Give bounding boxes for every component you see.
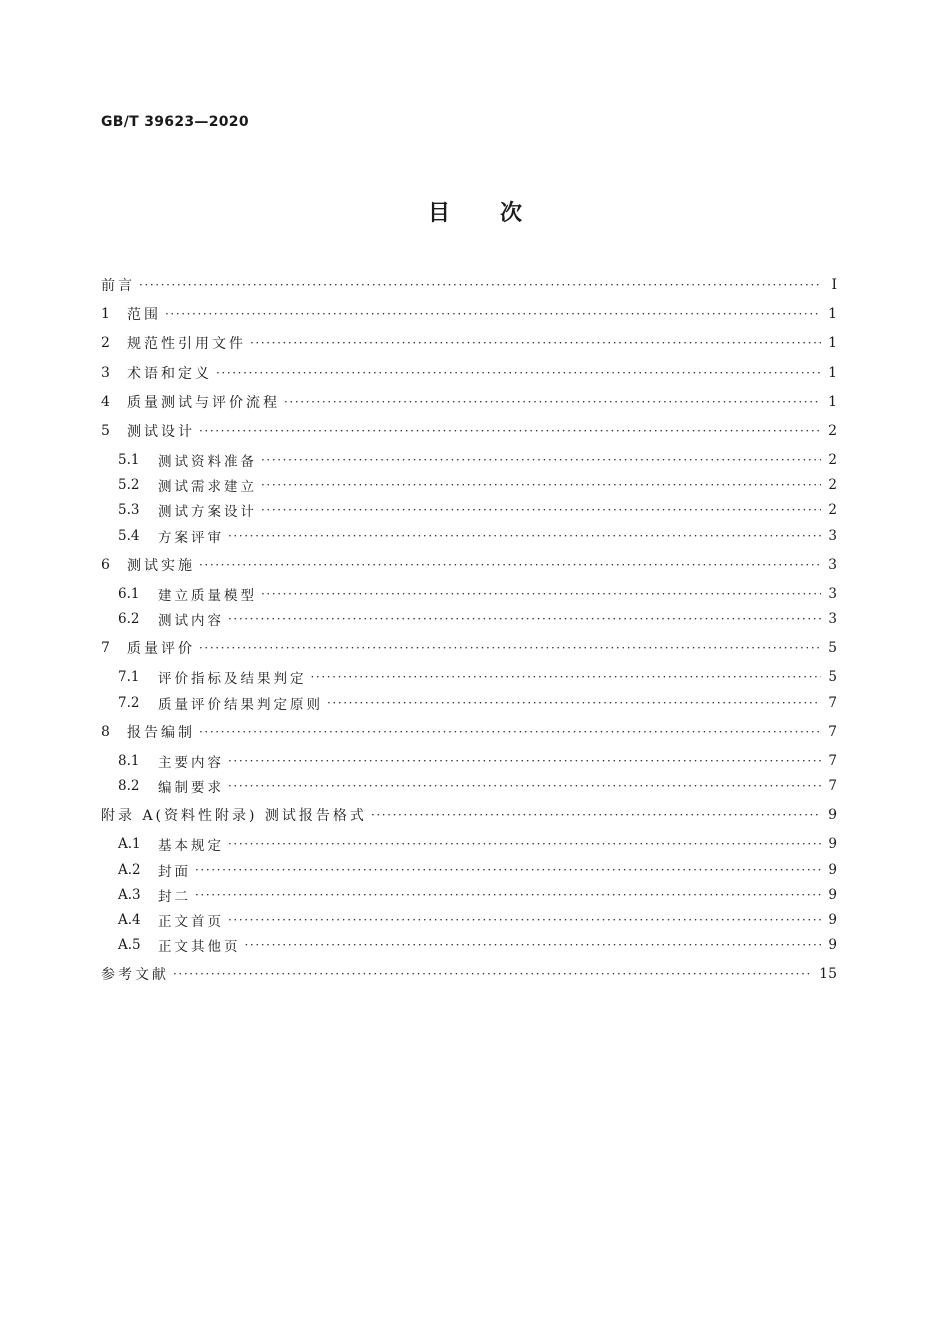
toc-leader-dots	[245, 935, 822, 955]
toc-entry[interactable]	[118, 450, 837, 470]
toc-entry[interactable]	[118, 935, 837, 955]
toc-entry-page: 1	[828, 394, 837, 410]
toc-entry-label: 前言	[101, 278, 135, 294]
toc-entry-page: 15	[819, 966, 837, 982]
toc-entry[interactable]	[118, 475, 837, 495]
toc-entry-label: 报告编制	[127, 725, 195, 741]
toc-leader-dots	[250, 333, 821, 353]
toc-entry-page: 2	[828, 477, 837, 493]
toc-leader-dots	[165, 304, 821, 324]
toc-entry-number: 6.2	[118, 611, 140, 627]
toc-entry-page: 5	[828, 669, 837, 685]
toc-entry-page: 2	[828, 423, 837, 439]
toc-entry-label: 规范性引用文件	[127, 336, 246, 352]
toc-entry-page: 9	[828, 807, 837, 823]
toc-entry-number: 5.1	[118, 452, 140, 468]
toc-entry-number: 8.1	[118, 753, 140, 769]
toc-entry-page: 9	[828, 912, 837, 928]
toc-leader-dots	[199, 421, 821, 441]
toc-leader-dots	[173, 964, 813, 984]
toc-entry-number: 6.1	[118, 586, 140, 602]
toc-leader-dots	[228, 526, 821, 546]
toc-entry-number: 5.4	[118, 528, 140, 544]
toc-entry-number: 8	[101, 724, 110, 740]
toc-entry-label: 测试设计	[127, 424, 195, 440]
toc-entry-number: 3	[101, 365, 110, 381]
toc-entry-number: A.3	[118, 887, 141, 903]
toc-entry[interactable]	[118, 500, 837, 520]
toc-entry[interactable]	[118, 609, 837, 629]
toc-entry-number: 6	[101, 557, 110, 573]
toc-leader-dots	[261, 500, 821, 520]
toc-leader-dots	[371, 805, 821, 825]
toc-leader-dots	[311, 667, 822, 687]
toc-entry[interactable]	[118, 860, 837, 880]
toc-entry[interactable]	[101, 333, 837, 353]
toc-entry[interactable]	[118, 885, 837, 905]
toc-entry[interactable]	[101, 964, 837, 984]
toc-leader-dots	[228, 776, 821, 796]
toc-entry[interactable]	[118, 834, 837, 854]
toc-entry-page: 7	[828, 695, 837, 711]
toc-entry-label: 封二	[158, 889, 191, 905]
toc-entry-label: 术语和定义	[127, 366, 212, 382]
toc-entry-label: 质量评价结果判定原则	[158, 697, 323, 713]
toc-entry-page: 9	[828, 937, 837, 953]
toc-entry-page: 1	[828, 306, 837, 322]
toc-leader-dots	[199, 638, 821, 658]
toc-entry[interactable]	[101, 638, 837, 658]
toc-entry-page: 7	[828, 724, 837, 740]
toc-entry-page: 1	[828, 365, 837, 381]
page-title: 目次	[427, 201, 572, 226]
toc-entry-label: 编制要求	[158, 780, 224, 796]
toc-entry-page: 9	[828, 836, 837, 852]
toc-entry-page: 2	[828, 452, 837, 468]
toc-leader-dots	[228, 609, 821, 629]
toc-entry-number: A.4	[118, 912, 141, 928]
toc-entry-label: 正文首页	[158, 914, 224, 930]
toc-entry-number: 7	[101, 640, 110, 656]
toc-entry-label: 质量评价	[127, 641, 195, 657]
toc-entry[interactable]	[118, 910, 837, 930]
toc-leader-dots	[284, 392, 821, 412]
toc-leader-dots	[228, 834, 821, 854]
toc-entry-number: 1	[101, 306, 110, 322]
toc-leader-dots	[195, 885, 821, 905]
toc-entry-number: A.1	[118, 836, 141, 852]
toc-entry-label: 测试资料准备	[158, 454, 257, 470]
toc-entry-label: 范围	[127, 307, 161, 323]
toc-entry-label: 测试实施	[127, 558, 195, 574]
toc-leader-dots	[261, 584, 821, 604]
toc-entry-page: 3	[828, 586, 837, 602]
toc-entry-page: 5	[828, 640, 837, 656]
toc-entry-label: 附录 A(资料性附录) 测试报告格式	[101, 808, 367, 824]
toc-entry-page: 7	[828, 778, 837, 794]
toc-entry[interactable]	[118, 751, 837, 771]
toc-entry-page: 3	[828, 611, 837, 627]
toc-entry-number: 7.1	[118, 669, 140, 685]
toc-entry[interactable]	[101, 722, 837, 742]
toc-entry[interactable]	[118, 667, 837, 687]
toc-entry-number: 5	[101, 423, 110, 439]
toc-entry-label: 封面	[158, 864, 191, 880]
standard-code: GB/T 39623—2020	[101, 114, 249, 130]
toc-entry-page: 2	[828, 502, 837, 518]
toc-entry-number: 4	[101, 394, 110, 410]
toc-entry-page: 9	[828, 862, 837, 878]
toc-entry[interactable]	[118, 526, 837, 546]
toc-leader-dots	[199, 555, 821, 575]
toc-entry[interactable]	[101, 363, 837, 383]
toc-entry-label: 建立质量模型	[158, 588, 257, 604]
toc-entry[interactable]	[101, 555, 837, 575]
toc-leader-dots	[228, 910, 821, 930]
toc-entry-number: 5.3	[118, 502, 140, 518]
toc-entry-label: 方案评审	[158, 530, 224, 546]
toc-leader-dots	[261, 450, 821, 470]
toc-entry[interactable]	[101, 421, 837, 441]
toc-entry-number: 8.2	[118, 778, 140, 794]
toc-entry-page: 3	[828, 528, 837, 544]
toc-entry[interactable]	[101, 392, 837, 412]
toc-entry[interactable]	[118, 776, 837, 796]
toc-leader-dots	[327, 693, 821, 713]
toc-entry-number: A.5	[118, 937, 141, 953]
toc-entry-page: Ⅰ	[831, 277, 837, 293]
toc-entry-label: 主要内容	[158, 755, 224, 771]
toc-entry-page: 1	[828, 335, 837, 351]
toc-leader-dots	[228, 751, 821, 771]
toc-leader-dots	[199, 722, 821, 742]
toc-entry-page: 7	[828, 753, 837, 769]
toc-leader-dots	[216, 363, 821, 383]
toc-entry[interactable]	[101, 805, 837, 825]
toc-entry-number: 5.2	[118, 477, 140, 493]
toc-entry[interactable]	[118, 693, 837, 713]
toc-entry-number: 7.2	[118, 695, 140, 711]
toc-entry-label: 参考文献	[101, 967, 169, 983]
toc-entry-label: 基本规定	[158, 838, 224, 854]
toc-leader-dots	[261, 475, 821, 495]
toc-entry[interactable]	[101, 304, 837, 324]
toc-leader-dots	[195, 860, 821, 880]
toc-entry-number: A.2	[118, 862, 141, 878]
toc-entry-label: 评价指标及结果判定	[158, 671, 307, 687]
toc-entry-label: 测试需求建立	[158, 479, 257, 495]
toc-entry[interactable]	[118, 584, 837, 604]
toc-entry[interactable]	[101, 275, 837, 295]
toc-entry-number: 2	[101, 335, 110, 351]
toc-entry-label: 正文其他页	[158, 939, 241, 955]
toc-entry-page: 9	[828, 887, 837, 903]
toc-leader-dots	[139, 275, 821, 295]
toc-entry-label: 质量测试与评价流程	[127, 395, 280, 411]
toc-entry-label: 测试方案设计	[158, 504, 257, 520]
toc-entry-page: 3	[828, 557, 837, 573]
toc-entry-label: 测试内容	[158, 613, 224, 629]
